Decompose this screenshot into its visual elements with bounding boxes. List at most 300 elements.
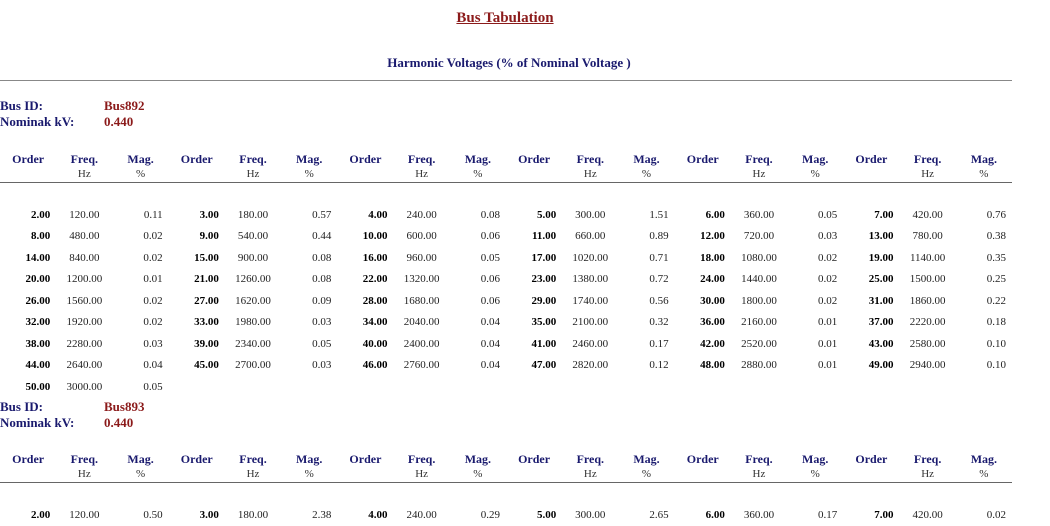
bus-info-893: [0, 399, 144, 431]
mag-header: [618, 452, 674, 483]
freq-cell: 420.00: [900, 205, 956, 227]
freq-cell: 840.00: [56, 248, 112, 270]
order-cell: 15.00: [169, 248, 225, 270]
mag-unit-label: %: [787, 167, 843, 182]
order-cell: 37.00: [843, 312, 899, 334]
order-header-label: Order: [518, 452, 550, 466]
freq-cell: 2220.00: [900, 312, 956, 334]
order-cell: 41.00: [506, 334, 562, 356]
mag-cell: 0.10: [956, 334, 1012, 356]
bus-id-value: Bus893: [104, 399, 144, 414]
order-header-label: Order: [855, 152, 887, 166]
order-header: [843, 452, 899, 483]
order-header-label: Order: [181, 452, 213, 466]
freq-cell: 720.00: [731, 226, 787, 248]
freq-cell: 3000.00: [56, 377, 112, 399]
order-cell: 39.00: [169, 334, 225, 356]
mag-cell: 0.38: [956, 226, 1012, 248]
mag-cell: 0.56: [618, 291, 674, 313]
mag-cell: 0.11: [112, 205, 168, 227]
freq-cell: 1680.00: [394, 291, 450, 313]
freq-header: [562, 452, 618, 483]
freq-cell: 480.00: [56, 226, 112, 248]
header-row: [0, 452, 1012, 483]
order-header-label: Order: [349, 152, 381, 166]
freq-cell: 1800.00: [731, 291, 787, 313]
order-cell: 48.00: [675, 355, 731, 377]
order-header: [506, 452, 562, 483]
freq-header-label: Freq.: [408, 452, 435, 466]
mag-header-label: Mag.: [633, 152, 659, 166]
mag-cell: 0.08: [281, 248, 337, 270]
order-header-label: Order: [687, 152, 719, 166]
mag-cell: 0.03: [281, 355, 337, 377]
freq-cell: 540.00: [225, 226, 281, 248]
mag-cell: 0.05: [112, 377, 168, 399]
freq-unit-label: Hz: [56, 167, 112, 182]
order-cell: 35.00: [506, 312, 562, 334]
freq-cell: 1860.00: [900, 291, 956, 313]
freq-cell: 2460.00: [562, 334, 618, 356]
table-row: [0, 312, 1012, 334]
mag-cell: [787, 377, 843, 399]
mag-header-label: Mag.: [296, 152, 322, 166]
mag-header-label: Mag.: [465, 452, 491, 466]
mag-header: [450, 452, 506, 483]
freq-cell: 2820.00: [562, 355, 618, 377]
order-cell: 16.00: [337, 248, 393, 270]
mag-unit-label: %: [450, 167, 506, 182]
order-cell: 30.00: [675, 291, 731, 313]
order-cell: 23.00: [506, 269, 562, 291]
bus-id-label: Bus ID:: [0, 98, 104, 114]
freq-cell: 1980.00: [225, 312, 281, 334]
divider: [0, 80, 1012, 81]
freq-header: [394, 452, 450, 483]
mag-cell: 0.08: [450, 205, 506, 227]
order-header: [337, 152, 393, 183]
freq-unit-label: Hz: [56, 467, 112, 482]
order-header: [843, 152, 899, 183]
freq-header: [562, 152, 618, 183]
mag-cell: 0.29: [450, 505, 506, 526]
freq-header: [731, 452, 787, 483]
mag-cell: 0.76: [956, 205, 1012, 227]
freq-header: [56, 452, 112, 483]
freq-cell: 300.00: [562, 205, 618, 227]
mag-cell: 0.04: [112, 355, 168, 377]
freq-unit-label: Hz: [562, 167, 618, 182]
order-cell: 43.00: [843, 334, 899, 356]
mag-cell: 0.71: [618, 248, 674, 270]
order-header-label: Order: [855, 452, 887, 466]
spacer-row: [0, 183, 1012, 205]
mag-cell: 0.03: [112, 334, 168, 356]
mag-cell: 0.10: [956, 355, 1012, 377]
order-cell: 6.00: [675, 505, 731, 526]
freq-cell: 960.00: [394, 248, 450, 270]
mag-header: [112, 452, 168, 483]
table-row: [0, 226, 1012, 248]
mag-cell: 0.04: [450, 355, 506, 377]
order-cell: 14.00: [0, 248, 56, 270]
order-cell: 7.00: [843, 205, 899, 227]
mag-unit-label: %: [956, 467, 1012, 482]
order-cell: 42.00: [675, 334, 731, 356]
mag-cell: [956, 377, 1012, 399]
mag-cell: 0.08: [281, 269, 337, 291]
order-header: [169, 152, 225, 183]
freq-cell: 120.00: [56, 505, 112, 526]
order-cell: 7.00: [843, 505, 899, 526]
freq-cell: [562, 377, 618, 399]
freq-cell: 2160.00: [731, 312, 787, 334]
spacer-row: [0, 483, 1012, 505]
freq-unit-label: Hz: [225, 167, 281, 182]
order-cell: 46.00: [337, 355, 393, 377]
mag-cell: 0.06: [450, 226, 506, 248]
order-cell: 47.00: [506, 355, 562, 377]
mag-cell: 0.02: [787, 269, 843, 291]
table-row: [0, 355, 1012, 377]
mag-unit-label: %: [618, 167, 674, 182]
mag-header-label: Mag.: [633, 452, 659, 466]
order-cell: [675, 377, 731, 399]
freq-cell: 1740.00: [562, 291, 618, 313]
freq-cell: 1320.00: [394, 269, 450, 291]
mag-header: [956, 452, 1012, 483]
order-header: [675, 452, 731, 483]
mag-cell: 2.65: [618, 505, 674, 526]
order-cell: 20.00: [0, 269, 56, 291]
mag-cell: 0.01: [112, 269, 168, 291]
mag-cell: 0.35: [956, 248, 1012, 270]
mag-cell: 0.06: [450, 269, 506, 291]
order-cell: 9.00: [169, 226, 225, 248]
freq-cell: [900, 377, 956, 399]
order-header-label: Order: [12, 452, 44, 466]
freq-header-label: Freq.: [71, 452, 98, 466]
mag-cell: 0.05: [787, 205, 843, 227]
mag-cell: 0.72: [618, 269, 674, 291]
mag-cell: 0.17: [787, 505, 843, 526]
mag-unit-label: %: [618, 467, 674, 482]
freq-header: [731, 152, 787, 183]
mag-cell: 0.02: [112, 248, 168, 270]
freq-header: [225, 452, 281, 483]
mag-cell: 0.03: [787, 226, 843, 248]
freq-cell: 900.00: [225, 248, 281, 270]
freq-unit-label: Hz: [731, 467, 787, 482]
mag-header-label: Mag.: [802, 152, 828, 166]
order-cell: 4.00: [337, 505, 393, 526]
mag-cell: 0.06: [450, 291, 506, 313]
mag-cell: 0.50: [112, 505, 168, 526]
mag-cell: 0.02: [787, 248, 843, 270]
order-cell: 8.00: [0, 226, 56, 248]
mag-cell: 0.25: [956, 269, 1012, 291]
mag-cell: 0.02: [787, 291, 843, 313]
freq-header-label: Freq.: [745, 452, 772, 466]
freq-cell: 360.00: [731, 505, 787, 526]
order-cell: 5.00: [506, 205, 562, 227]
order-cell: 12.00: [675, 226, 731, 248]
order-cell: 32.00: [0, 312, 56, 334]
order-header: [337, 452, 393, 483]
freq-header-label: Freq.: [239, 452, 266, 466]
freq-header: [56, 152, 112, 183]
order-cell: 24.00: [675, 269, 731, 291]
mag-cell: 0.04: [450, 312, 506, 334]
freq-cell: 120.00: [56, 205, 112, 227]
mag-cell: 0.44: [281, 226, 337, 248]
freq-cell: 1140.00: [900, 248, 956, 270]
freq-cell: 2580.00: [900, 334, 956, 356]
mag-cell: 0.05: [450, 248, 506, 270]
order-cell: 10.00: [337, 226, 393, 248]
order-cell: [169, 377, 225, 399]
order-cell: 3.00: [169, 205, 225, 227]
freq-unit-label: Hz: [900, 167, 956, 182]
mag-cell: 0.09: [281, 291, 337, 313]
table-row: [0, 248, 1012, 270]
order-cell: 44.00: [0, 355, 56, 377]
order-cell: 27.00: [169, 291, 225, 313]
freq-cell: 2640.00: [56, 355, 112, 377]
freq-cell: 780.00: [900, 226, 956, 248]
nominal-kv-label: Nominak kV:: [0, 114, 104, 130]
mag-header: [787, 452, 843, 483]
mag-unit-label: %: [281, 167, 337, 182]
mag-cell: 0.32: [618, 312, 674, 334]
order-cell: 33.00: [169, 312, 225, 334]
mag-header-label: Mag.: [971, 152, 997, 166]
freq-header-label: Freq.: [745, 152, 772, 166]
freq-cell: 360.00: [731, 205, 787, 227]
freq-cell: 420.00: [900, 505, 956, 526]
table-row: [0, 205, 1012, 227]
order-header-label: Order: [518, 152, 550, 166]
freq-cell: 240.00: [394, 505, 450, 526]
order-cell: [337, 377, 393, 399]
freq-cell: 1260.00: [225, 269, 281, 291]
mag-header: [450, 152, 506, 183]
mag-header: [787, 152, 843, 183]
mag-header-label: Mag.: [296, 452, 322, 466]
freq-cell: 2700.00: [225, 355, 281, 377]
mag-cell: [450, 377, 506, 399]
freq-cell: 1920.00: [56, 312, 112, 334]
order-header-label: Order: [12, 152, 44, 166]
table-row: [0, 505, 1012, 526]
table-row: [0, 377, 1012, 399]
order-cell: 13.00: [843, 226, 899, 248]
freq-cell: 180.00: [225, 505, 281, 526]
freq-cell: 2520.00: [731, 334, 787, 356]
mag-cell: 0.57: [281, 205, 337, 227]
mag-header: [281, 152, 337, 183]
mag-cell: [618, 377, 674, 399]
table-row: [0, 334, 1012, 356]
freq-cell: 2340.00: [225, 334, 281, 356]
order-cell: 17.00: [506, 248, 562, 270]
order-cell: 11.00: [506, 226, 562, 248]
table-row: [0, 291, 1012, 313]
order-header-label: Order: [349, 452, 381, 466]
bus-id-value: Bus892: [104, 98, 144, 113]
mag-cell: 0.22: [956, 291, 1012, 313]
freq-cell: 2100.00: [562, 312, 618, 334]
harmonic-table-bus893: [0, 452, 1012, 526]
freq-unit-label: Hz: [225, 467, 281, 482]
freq-header-label: Freq.: [577, 152, 604, 166]
freq-header: [900, 452, 956, 483]
order-cell: 50.00: [0, 377, 56, 399]
order-header: [0, 452, 56, 483]
mag-header-label: Mag.: [802, 452, 828, 466]
freq-cell: [731, 377, 787, 399]
harmonic-table-bus892: [0, 152, 1012, 398]
order-cell: 29.00: [506, 291, 562, 313]
mag-header-label: Mag.: [127, 152, 153, 166]
freq-cell: 1560.00: [56, 291, 112, 313]
order-cell: 28.00: [337, 291, 393, 313]
freq-header: [900, 152, 956, 183]
order-cell: 19.00: [843, 248, 899, 270]
mag-cell: 0.01: [787, 355, 843, 377]
mag-cell: 0.02: [112, 291, 168, 313]
order-header: [169, 452, 225, 483]
order-cell: [843, 377, 899, 399]
order-cell: 4.00: [337, 205, 393, 227]
freq-cell: 240.00: [394, 205, 450, 227]
mag-unit-label: %: [281, 467, 337, 482]
bus-id-label: Bus ID:: [0, 399, 104, 415]
order-cell: 45.00: [169, 355, 225, 377]
freq-unit-label: Hz: [731, 167, 787, 182]
freq-header: [394, 152, 450, 183]
mag-cell: 0.02: [112, 226, 168, 248]
mag-cell: 0.04: [450, 334, 506, 356]
order-header-label: Order: [181, 152, 213, 166]
freq-cell: 1380.00: [562, 269, 618, 291]
mag-cell: 0.02: [956, 505, 1012, 526]
order-cell: 25.00: [843, 269, 899, 291]
freq-cell: 2880.00: [731, 355, 787, 377]
mag-cell: 2.38: [281, 505, 337, 526]
order-cell: 5.00: [506, 505, 562, 526]
freq-cell: 2400.00: [394, 334, 450, 356]
mag-cell: 0.89: [618, 226, 674, 248]
mag-cell: 0.17: [618, 334, 674, 356]
freq-unit-label: Hz: [900, 467, 956, 482]
mag-cell: 0.05: [281, 334, 337, 356]
freq-cell: 1200.00: [56, 269, 112, 291]
freq-header-label: Freq.: [914, 452, 941, 466]
mag-cell: 0.01: [787, 312, 843, 334]
order-header-label: Order: [687, 452, 719, 466]
freq-cell: 2280.00: [56, 334, 112, 356]
mag-cell: 1.51: [618, 205, 674, 227]
spacer-cell: [0, 183, 1012, 205]
order-cell: 49.00: [843, 355, 899, 377]
order-header: [506, 152, 562, 183]
freq-header-label: Freq.: [577, 452, 604, 466]
mag-header: [618, 152, 674, 183]
freq-header-label: Freq.: [408, 152, 435, 166]
freq-cell: 1500.00: [900, 269, 956, 291]
freq-header-label: Freq.: [71, 152, 98, 166]
mag-header-label: Mag.: [127, 452, 153, 466]
freq-cell: 660.00: [562, 226, 618, 248]
freq-header: [225, 152, 281, 183]
freq-cell: 300.00: [562, 505, 618, 526]
freq-cell: 1080.00: [731, 248, 787, 270]
freq-header-label: Freq.: [914, 152, 941, 166]
order-cell: 38.00: [0, 334, 56, 356]
order-cell: 31.00: [843, 291, 899, 313]
mag-unit-label: %: [787, 467, 843, 482]
order-cell: 36.00: [675, 312, 731, 334]
mag-cell: 0.03: [281, 312, 337, 334]
mag-header: [956, 152, 1012, 183]
order-cell: 21.00: [169, 269, 225, 291]
order-cell: 26.00: [0, 291, 56, 313]
nominal-kv-label: Nominak kV:: [0, 415, 104, 431]
order-cell: 6.00: [675, 205, 731, 227]
order-cell: 2.00: [0, 505, 56, 526]
order-header: [675, 152, 731, 183]
freq-cell: [225, 377, 281, 399]
report-subtitle: Harmonic Voltages (% of Nominal Voltage ): [0, 55, 1018, 71]
freq-cell: 2040.00: [394, 312, 450, 334]
mag-unit-label: %: [112, 467, 168, 482]
freq-cell: 1620.00: [225, 291, 281, 313]
mag-header: [281, 452, 337, 483]
nominal-kv-value: 0.440: [104, 114, 133, 129]
freq-cell: 180.00: [225, 205, 281, 227]
mag-unit-label: %: [112, 167, 168, 182]
freq-unit-label: Hz: [394, 167, 450, 182]
mag-unit-label: %: [956, 167, 1012, 182]
order-cell: 22.00: [337, 269, 393, 291]
report-title: Bus Tabulation: [0, 10, 1010, 27]
freq-cell: 600.00: [394, 226, 450, 248]
order-cell: 18.00: [675, 248, 731, 270]
mag-header-label: Mag.: [971, 452, 997, 466]
mag-header: [112, 152, 168, 183]
mag-header-label: Mag.: [465, 152, 491, 166]
mag-cell: 0.12: [618, 355, 674, 377]
freq-cell: 2940.00: [900, 355, 956, 377]
order-header: [0, 152, 56, 183]
order-cell: 2.00: [0, 205, 56, 227]
freq-cell: 1440.00: [731, 269, 787, 291]
mag-cell: 0.18: [956, 312, 1012, 334]
mag-cell: 0.01: [787, 334, 843, 356]
freq-cell: 2760.00: [394, 355, 450, 377]
spacer-cell: [0, 483, 1012, 505]
freq-unit-label: Hz: [562, 467, 618, 482]
freq-unit-label: Hz: [394, 467, 450, 482]
order-cell: 40.00: [337, 334, 393, 356]
mag-cell: [281, 377, 337, 399]
nominal-kv-value: 0.440: [104, 415, 133, 430]
table-row: [0, 269, 1012, 291]
freq-cell: [394, 377, 450, 399]
order-cell: 3.00: [169, 505, 225, 526]
freq-header-label: Freq.: [239, 152, 266, 166]
